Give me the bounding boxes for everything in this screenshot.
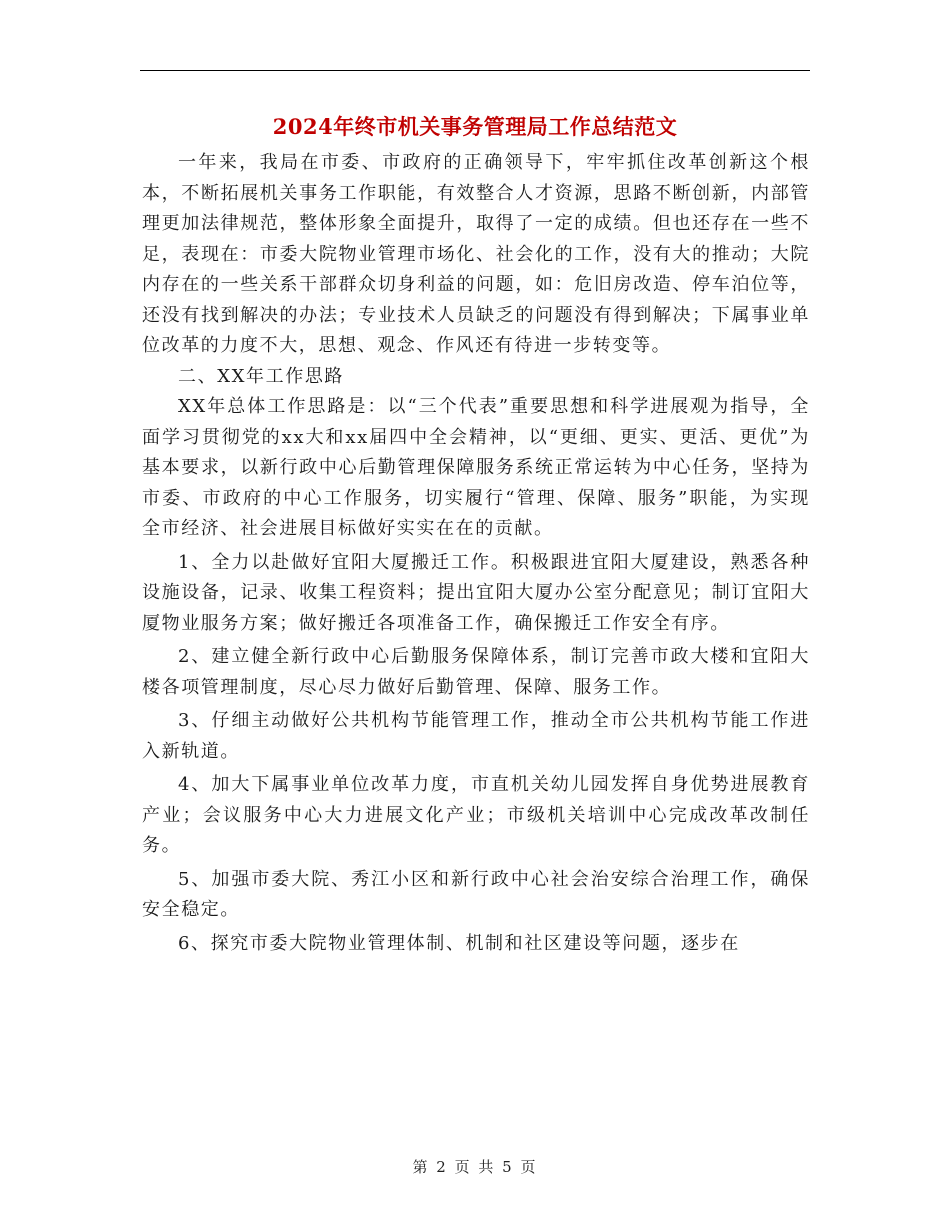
document-title: 2024年终市机关事务管理局工作总结范文 [272,114,678,139]
section-heading: 二、XX年工作思路 [178,365,345,387]
header-rule [140,70,810,71]
list-item-1: 1、全力以赴做好宜阳大厦搬迁工作。积极跟进宜阳大厦建设，熟悉各种设施设备，记录、收集工程资料；提出宜阳大厦办公室分配意见；制订宜阳大厦物业服务方案；做好搬迁各项准备工作，确保搬迁工作安全有序。 [142,551,810,634]
list-item-5: 5、加强市委大院、秀江小区和新行政中心社会治安综合治理工作，确保安全稳定。 [142,868,810,920]
list-item-4: 4、加大下属事业单位改革力度，市直机关幼儿园发挥自身优势进展教育产业；会议服务中心大力进展文化产业；市级机关培训中心完成改革改制任务。 [142,774,810,856]
list-item-3: 3、仔细主动做好公共机构节能管理工作，推动全市公共机构节能工作进入新轨道。 [142,710,810,762]
paragraph-overall-approach: XX年总体工作思路是：以“三个代表”重要思想和科学进展观为指导，全面学习贯彻党的xx大和xx届四中全会精神，以“更细、更实、更活、更优”为基本要求，以新行政中心后勤管理保障服务系统正常运转为中心任务，坚持为市委、市政府的中心工作服务，切实履行“管理、保障、服务”职能，为实现全市经济、社会进展目标做好实实在在的贡献。 [142,396,810,539]
document-body [142,148,810,959]
list-item-6: 6、探究市委大院物业管理体制、机制和社区建设等问题，逐步在 [178,932,740,954]
page-number: 第 2 页 共 5 页 [412,1158,538,1176]
paragraph-intro: 一年来，我局在市委、市政府的正确领导下，牢牢抓住改革创新这个根本，不断拓展机关事务工作职能，有效整合人才资源，思路不断创新，内部管理更加法律规范，整体形象全面提升，取得了一定的成绩。但也还存在一些不足，表现在：市委大院物业管理市场化、社会化的工作，没有大的推动；大院内存在的一些关系干部群众切身利益的问题，如：危旧房改造、停车泊位等，还没有找到解决的办法；专业技术人员缺乏的问题没有得到解决；下属事业单位改革的力度不大，思想、观念、作风还有待进一步转变等。 [142,152,810,356]
list-item-2: 2、建立健全新行政中心后勤服务保障体系，制订完善市政大楼和宜阳大楼各项管理制度，尽心尽力做好后勤管理、保障、服务工作。 [142,646,810,698]
